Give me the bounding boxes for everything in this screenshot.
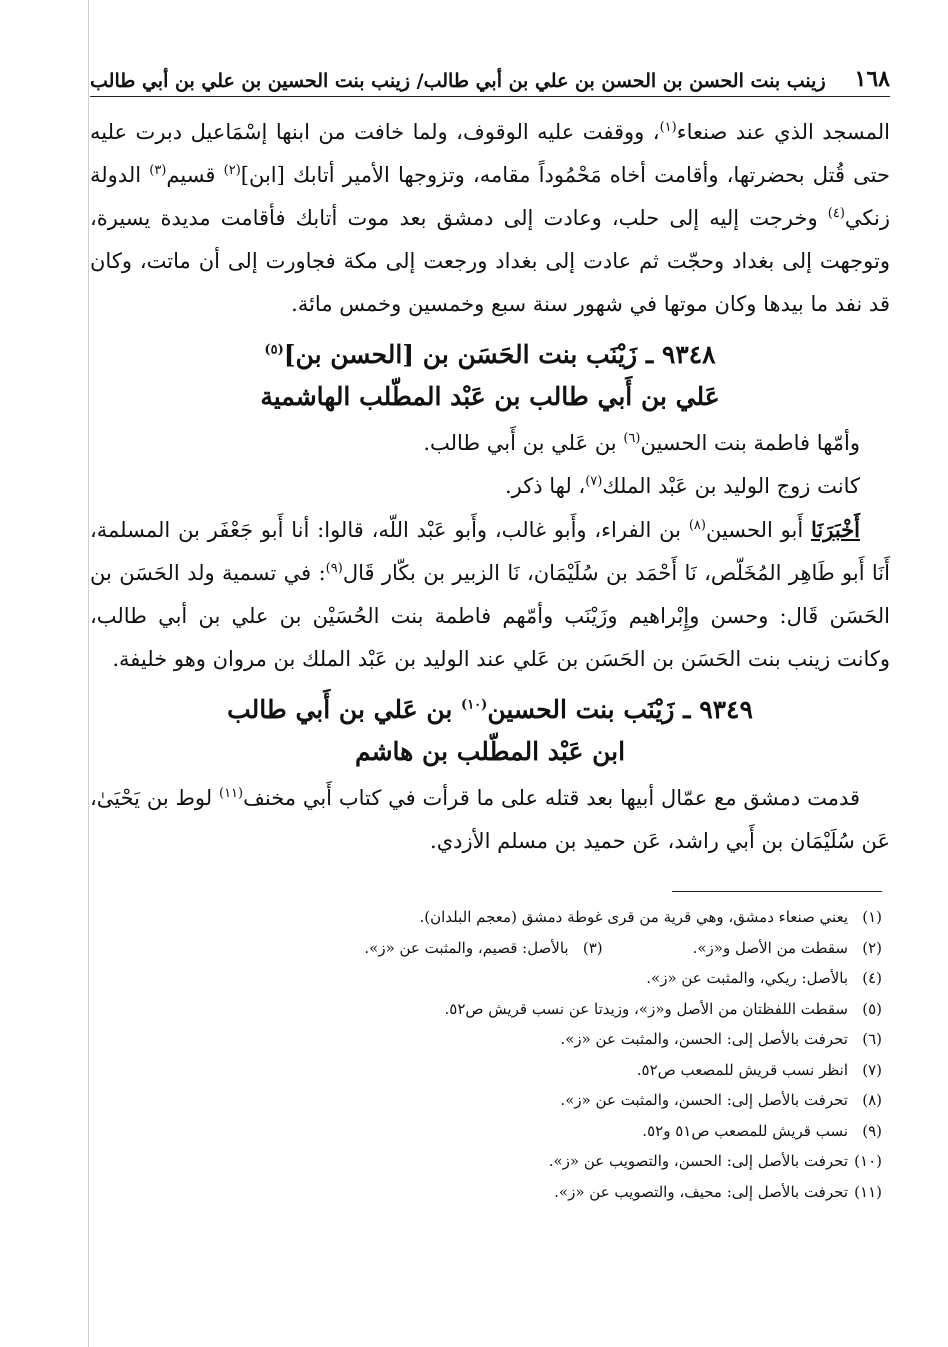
- footnote-ref: (١١): [219, 786, 244, 801]
- footnote-number: (٩): [862, 1121, 882, 1140]
- footnote-text: تحرفت بالأصل إلى: الحسن، والمثبت عن «ز».: [560, 1030, 848, 1048]
- text-run: الدولة زنكي: [90, 163, 890, 230]
- footnote-1: [90, 902, 890, 933]
- heading-text: ٩٣٤٨ ـ زَيْنَب بنت الحَسَن بن [الحسن بن]: [283, 340, 716, 369]
- text-run: قسيم: [166, 163, 224, 187]
- footnote-ref: (٢): [223, 163, 241, 178]
- page-header: [90, 58, 890, 97]
- paragraph-5: [90, 777, 890, 863]
- entry-heading-line: [90, 334, 890, 376]
- running-title: زينب بنت الحسن بن الحسن بن علي بن أبي طالب/ زينب بنت الحسين بن علي بن أبي طالب: [90, 70, 826, 92]
- footnote-7: [90, 1055, 890, 1086]
- footnote-ref: (٤): [827, 206, 845, 221]
- footnote-text: تحرفت بالأصل إلى: الحسن، والمثبت عن «ز».: [560, 1091, 848, 1109]
- heading-text: ٩٣٤٩ ـ زَيْنَب بنت الحسين: [487, 695, 753, 724]
- book-page: [90, 58, 890, 1207]
- footnote-number: (٧): [862, 1060, 882, 1079]
- footnote-8: [90, 1085, 890, 1116]
- entry-heading-line: [90, 689, 890, 731]
- paragraph-1: [90, 111, 890, 326]
- footnote-text: تحرفت بالأصل إلى: الحسن، والتصويب عن «ز».: [548, 1152, 848, 1170]
- footnote-text: سقطت اللفظتان من الأصل و«ز»، وزيدتا عن نسب قريش ص٥٢.: [444, 999, 848, 1018]
- text-run: ، ووقفت عليه الوقوف، ولما خافت من ابنها إسْمَاعيل دبرت عليه حتى قُتل بحضرتها، وأقامت أخاه مَحْمُوداً مقامه، وتزوجها الأمير أتابك [ابن]: [90, 120, 890, 187]
- entry-heading-9349: [90, 689, 890, 773]
- text-run: وخرجت إليه إلى حلب، وعادت إلى دمشق بعد موت أتابك فأقامت مديدة يسيرة، وتوجهت إلى بغداد وحجّت ثم عادت إلى بغداد ورجعت إلى مكة فجاورت إلى أن ماتت، وكان قد نفد ما بيدها وكان موتها في شهور سنة سبع وخمسين وخمس مائة.: [90, 206, 890, 316]
- footnote-number: (١١): [854, 1182, 882, 1201]
- paragraph-4: [90, 508, 890, 681]
- footnote-11: [90, 1177, 890, 1208]
- footnote-text: يعني صنعاء دمشق، وهي قرية من قرى غوطة دمشق (معجم البلدان).: [419, 908, 848, 926]
- text-run: ، لها ذكر.: [504, 474, 586, 498]
- footnote-divider: [672, 891, 882, 892]
- isnad-lead-word: أَخْبَرَنَا: [811, 517, 860, 542]
- footnote-6: [90, 1024, 890, 1055]
- paragraph-2: [90, 422, 890, 465]
- footnote-10: [90, 1146, 890, 1177]
- footnote-ref: (١٠): [461, 697, 488, 713]
- footnote-number: (١): [862, 908, 882, 926]
- footnote-text: تحرفت بالأصل إلى: محيف، والتصويب عن «ز».: [554, 1182, 848, 1201]
- footnote-text: بالأصل: قصيم، والمثبت عن «ز».: [364, 938, 569, 957]
- text-run: بن الفراء، وأَبو غالب، وأَبو عَبْد اللّه، قالوا: أنا أَبو جَعْفَر بن المسلمة، أَنَا أَبو طَاهِر المُخَلّص، نَا أَحْمَد بن سُلَيْمَان، نَا الزبير بن بكّار قَال: [90, 518, 890, 585]
- page-number: ١٦٨: [854, 66, 890, 92]
- text-run: أَبو الحسين: [705, 518, 812, 542]
- scan-margin-line: [88, 0, 89, 1347]
- footnote-ref: (١): [659, 120, 677, 135]
- footnote-text: بالأصل: ريكي، والمثبت عن «ز».: [646, 969, 848, 987]
- footnote-ref: (٥): [264, 342, 284, 358]
- text-run: المسجد الذي عند صنعاء: [676, 120, 890, 144]
- footnote-number: (٥): [862, 999, 882, 1018]
- footnote-ref: (٣): [149, 163, 167, 178]
- footnote-number: (٢): [862, 938, 882, 957]
- text-run: وأمّها فاطمة بنت الحسين: [640, 431, 860, 455]
- footnote-text: انظر نسب قريش للمصعب ص٥٢.: [636, 1060, 848, 1079]
- footnote-ref: (٧): [585, 474, 603, 489]
- footnote-number: (٦): [862, 1030, 882, 1048]
- text-run: كانت زوج الوليد بن عَبْد الملك: [602, 474, 860, 498]
- paragraph-3: [90, 465, 890, 508]
- footnote-ref: (٦): [623, 431, 641, 446]
- footnote-number: (٨): [862, 1091, 882, 1109]
- footnote-number: (١٠): [854, 1152, 882, 1170]
- entry-heading-line: عَلي بن أَبي طالب بن عَبْد المطّلب الهاشمية: [260, 382, 720, 411]
- footnote-4: [90, 963, 890, 994]
- entry-heading-9348: [90, 334, 890, 418]
- footnote-9: [90, 1116, 890, 1147]
- footnote-5: [90, 994, 890, 1025]
- footnote-number: (٣): [582, 938, 603, 957]
- footnote-text: سقطت من الأصل و«ز».: [692, 938, 848, 957]
- entry-heading-line: ابن عَبْد المطّلب بن هاشم: [354, 737, 626, 766]
- footnote-2-3: [90, 933, 890, 964]
- footnote-text: نسب قريش للمصعب ص٥١ و٥٢.: [642, 1121, 848, 1140]
- text-run: لوط بن يَحْيَىٰ، عَن سُلَيْمَان بن أَبي راشد، عَن حميد بن مسلم الأزدي.: [90, 786, 890, 853]
- footnote-ref: (٨): [688, 518, 706, 533]
- text-run: قدمت دمشق مع عمّال أبيها بعد قتله على ما قرأت في كتاب أَبي مخنف: [243, 786, 860, 810]
- footnote-ref: (٩): [325, 561, 343, 576]
- text-run: : في تسمية ولد الحَسَن بن الحَسَن قَال: وحسن وإِبْراهيم وزَيْنَب وأمّهم فاطمة بنت الحُسَيْن بن علي بن أبي طالب، وكانت زينب بنت الحَسَن بن الحَسَن بن عَلي عند الوليد بن عَبْد الملك بن مروان وهو خليفة.: [90, 561, 890, 671]
- footnotes-section: [90, 891, 890, 1207]
- footnote-number: (٤): [862, 969, 882, 987]
- text-run: بن عَلي بن أَبي طالب.: [423, 431, 624, 455]
- heading-text: بن عَلي بن أَبي طالب: [227, 695, 462, 724]
